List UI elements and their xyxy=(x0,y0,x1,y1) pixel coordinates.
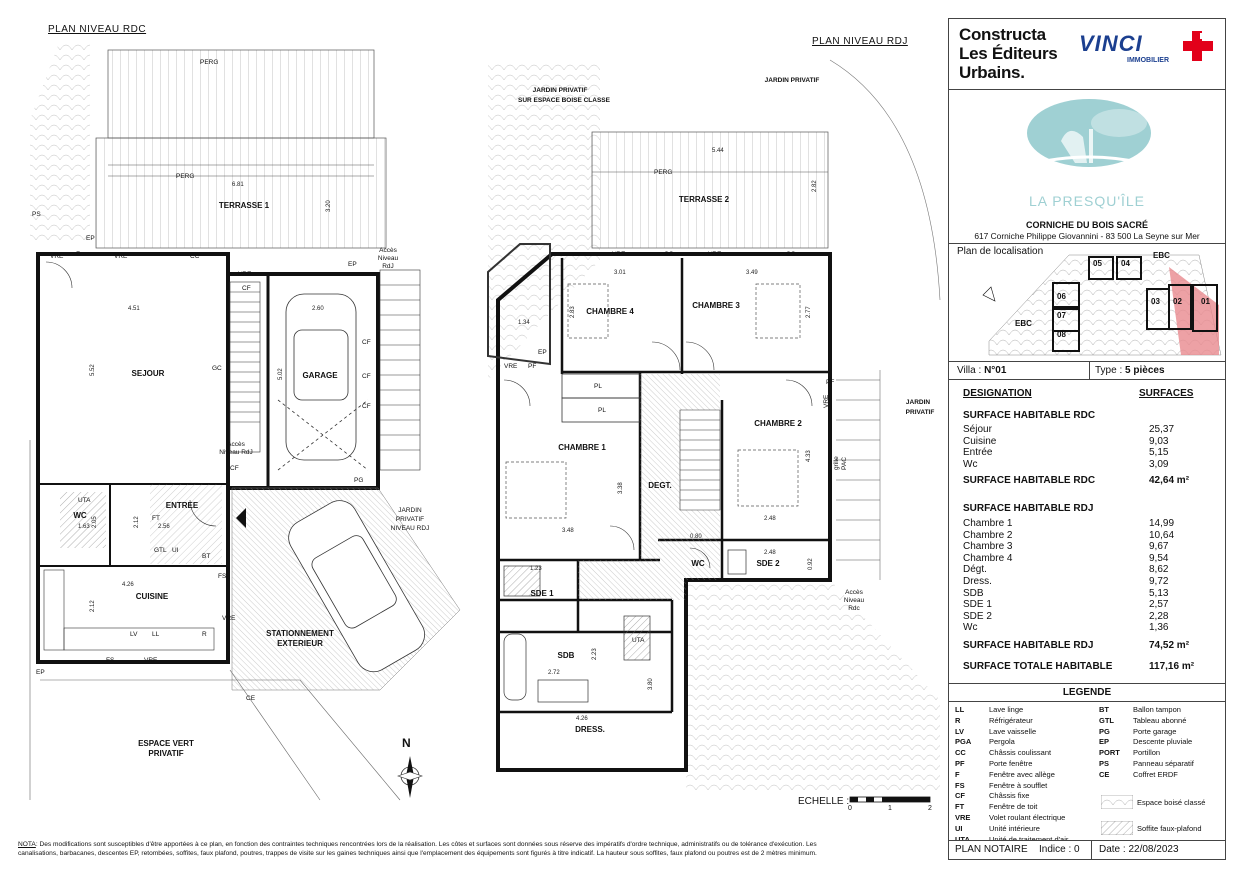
rdc-dimension: 6.81 xyxy=(232,182,244,188)
rdj-label: VRE xyxy=(708,251,722,258)
rdc-acces-label: Accès xyxy=(227,441,245,448)
rdc-label: UI xyxy=(172,547,179,554)
note-block xyxy=(18,840,946,858)
legend-code: PS xyxy=(1099,759,1110,768)
note-line2: canalisations, barbacanes, descentes EP, retombées, soffites, faux plafond, poutres, trappes de visite sur les gaines techniques ainsi que l'emplacement des équipements sont figurés à titre indicatif. La hauteur sous soffites, faux plafond ou poutres est de 2 mètres minimum. xyxy=(18,850,817,857)
rdc-acces-label: Accès xyxy=(379,247,397,254)
rdc-label: VRE xyxy=(222,615,236,622)
rdc-total-row xyxy=(963,475,1213,486)
lot-label: 08 xyxy=(1057,330,1066,339)
type-value: 5 pièces xyxy=(1125,365,1165,376)
rdc-label: CC xyxy=(190,253,200,260)
surface-value: 9,54 xyxy=(1149,552,1169,564)
rdj-room-label: WC xyxy=(691,559,705,568)
legend-item xyxy=(955,705,1023,714)
rdj-dimension: 4.26 xyxy=(576,716,588,722)
rdc-room-label: ESPACE VERT xyxy=(138,739,194,748)
legend-code: CC xyxy=(955,748,966,758)
vinci-immobilier: IMMOBILIER xyxy=(1127,57,1169,64)
legend-code: UI xyxy=(955,823,963,833)
rdc-label: FS xyxy=(218,573,227,580)
legend-code: FT xyxy=(955,802,965,812)
rdc-label: PG xyxy=(354,477,364,484)
rdj-room-label: SDE 1 xyxy=(530,589,554,598)
scale-tick: 0 xyxy=(848,805,852,812)
rdj-surface-row xyxy=(963,564,1213,575)
legend-code: VRE xyxy=(955,813,971,822)
rdc-label: CF xyxy=(362,339,371,346)
legend-item xyxy=(955,727,1036,736)
rdc-label: GC xyxy=(212,365,222,372)
rdj-label: PF xyxy=(528,363,537,370)
rdj-jardin: PRIVATIF xyxy=(905,409,935,416)
surface-value: 14,99 xyxy=(1149,518,1175,529)
surface-value: 1,36 xyxy=(1149,622,1169,634)
col-surfaces: SURFACES xyxy=(1139,388,1194,399)
rdc-label: FT xyxy=(152,515,160,522)
rdj-surface-row xyxy=(963,541,1213,552)
lot-label: EBC xyxy=(1015,319,1032,328)
rdc-acces-label: RdJ xyxy=(382,263,394,270)
rdj-room-label: CHAMBRE 4 xyxy=(586,307,634,316)
legend-text: Portillon xyxy=(1133,748,1161,758)
rdj-surface-row xyxy=(963,588,1213,599)
rdj-floor-plan xyxy=(480,0,948,820)
legend-code: FS xyxy=(955,780,965,790)
rdc-acces-label: Niveau xyxy=(377,255,399,262)
rdj-label: PL xyxy=(598,407,606,414)
rdc-label: FS xyxy=(106,657,115,664)
legend-item xyxy=(1099,748,1160,757)
grand-total-value: 117,16 m² xyxy=(1149,661,1195,672)
legend-text: Unité intérieure xyxy=(989,823,1040,833)
surface-value: 9,67 xyxy=(1149,541,1169,553)
surface-name: Wc xyxy=(963,622,978,634)
rdj-surface-row xyxy=(963,599,1213,610)
surface-name: SDB xyxy=(963,587,984,599)
rdj-total-value: 74,52 m² xyxy=(1149,640,1190,651)
legend-item xyxy=(955,824,1040,833)
legend-item xyxy=(1099,770,1178,779)
surface-name: SDE 1 xyxy=(963,599,992,611)
swatch-soffite-label: Soffite faux-plafond xyxy=(1137,824,1202,833)
rdc-dimension: 4.26 xyxy=(122,582,134,588)
rdj-dimension: 3.80 xyxy=(648,678,654,690)
rdj-label: PF xyxy=(826,379,835,386)
legend-text: Châssis fixe xyxy=(989,791,1030,801)
rdc-jardin-label: PRIVATIF xyxy=(395,516,425,523)
note-prefix: NOTA xyxy=(18,841,36,848)
rdj-surface-row xyxy=(963,530,1213,541)
rdc-section-head: SURFACE HABITABLE RDC xyxy=(963,410,1096,421)
rdj-dimension: 3.38 xyxy=(618,482,624,494)
surface-name: Séjour xyxy=(963,424,992,435)
rdc-label: VRE xyxy=(144,657,158,664)
rdc-dimension: 2.56 xyxy=(158,524,170,530)
rdc-surface-row xyxy=(963,436,1213,447)
constructa-line: Les Éditeurs xyxy=(959,44,1058,63)
rdj-dimension: 1.34 xyxy=(518,320,530,326)
surface-name: Dégt. xyxy=(963,564,987,576)
rdj-dimension: 2.48 xyxy=(764,550,776,556)
legend-code: R xyxy=(955,715,961,725)
surface-value: 5,13 xyxy=(1149,587,1169,599)
la-presquile-logo xyxy=(1009,93,1169,203)
legend-text: Coffret ERDF xyxy=(1133,769,1178,779)
rdj-room-label: CHAMBRE 1 xyxy=(558,443,606,452)
rdc-jardin-label: NIVEAU RDJ xyxy=(390,525,430,532)
swatch-ebc-label: Espace boisé classé xyxy=(1137,798,1206,807)
rdc-surface-row xyxy=(963,447,1213,458)
surface-value: 3,09 xyxy=(1149,458,1169,470)
rdc-label: PS xyxy=(32,211,41,218)
surface-name: Wc xyxy=(963,458,978,470)
rdj-label: VRE xyxy=(504,363,518,370)
project-name: LA PRESQU'ÎLE xyxy=(1028,193,1146,209)
lot-label: EBC xyxy=(1153,251,1170,260)
legend-text: Châssis coulissant xyxy=(989,748,1052,758)
title-block xyxy=(948,18,1226,860)
villa-label-text: Villa : xyxy=(957,365,982,376)
note-line1: : Des modifications sont susceptibles d'être apportées à ce plan, en fonction des contraintes techniques rencontrées lors de la réalisation. Les côtes et surfaces sont données sous réserve des impératifs d'ordre technique, administratifs ou de tolérance d'exécution. Les xyxy=(35,841,817,848)
rdc-room-label: GARAGE xyxy=(302,371,338,380)
rdc-dimension: 1.63 xyxy=(78,524,90,530)
rdc-room-label: EXTERIEUR xyxy=(277,639,323,648)
grand-total-row xyxy=(963,661,1213,672)
legend-code: PG xyxy=(1099,726,1110,736)
surface-value: 10,64 xyxy=(1149,529,1175,541)
rdc-dimension: 5.02 xyxy=(278,368,284,380)
surface-name: Chambre 2 xyxy=(963,529,1013,541)
rdc-surface-row xyxy=(963,424,1213,435)
legend-item xyxy=(1099,737,1192,746)
rdc-label: LL xyxy=(152,631,160,638)
rdj-section-head: SURFACE HABITABLE RDJ xyxy=(963,503,1094,514)
legend-code: EP xyxy=(1099,737,1110,747)
legend-code: PF xyxy=(955,759,965,768)
scale-bar xyxy=(848,796,938,816)
rdj-total-row xyxy=(963,640,1213,651)
rdc-dimension: 2.05 xyxy=(92,516,98,528)
rdc-label: PERG xyxy=(200,59,219,66)
villa-label xyxy=(957,365,1006,376)
legend-code: LV xyxy=(955,726,965,736)
rdc-room-label: CUISINE xyxy=(135,592,169,601)
rdj-jardin-boise: SUR ESPACE BOISE CLASSE xyxy=(518,97,610,104)
legend-item xyxy=(955,781,1047,790)
legend-item xyxy=(955,791,1029,800)
rdc-dimension: 2.12 xyxy=(134,516,140,528)
rdc-room-label: WC xyxy=(73,511,87,520)
surface-name: Entrée xyxy=(963,447,993,459)
constructa-logo xyxy=(959,25,1057,82)
scale-label: ECHELLE : xyxy=(798,796,850,807)
swatch-ebc xyxy=(1101,795,1133,809)
footer-plan: PLAN NOTAIRE xyxy=(955,844,1028,855)
legend-code: CF xyxy=(955,791,965,801)
rdj-dimension: 0.80 xyxy=(690,534,702,540)
rdj-dimension: 2.72 xyxy=(548,670,560,676)
surface-name: Cuisine xyxy=(963,435,997,447)
rdj-dimension: 2.82 xyxy=(812,180,818,192)
rdj-dimension: 1.23 xyxy=(530,566,542,572)
vinci-cross-icon xyxy=(1181,29,1215,63)
rdj-dimension: 2.77 xyxy=(806,306,812,318)
legend-text: Panneau séparatif xyxy=(1133,759,1194,768)
rdj-dimension: 2.48 xyxy=(764,516,776,522)
rdc-label: BT xyxy=(202,553,211,560)
legend-code: PGA xyxy=(955,737,972,747)
lot-label: 07 xyxy=(1057,311,1066,320)
surface-name: Chambre 4 xyxy=(963,552,1013,564)
legend-text: Fenêtre avec allège xyxy=(989,769,1055,779)
rdj-jardin: JARDIN PRIVATIF xyxy=(764,77,820,84)
rdj-dimension: 3.49 xyxy=(746,270,758,276)
legend-text: Réfrigérateur xyxy=(989,715,1033,725)
lot-label: 04 xyxy=(1121,259,1130,268)
type-label xyxy=(1095,365,1165,376)
footer-bar xyxy=(948,840,1226,860)
legend-item xyxy=(955,770,1055,779)
rdc-label: VRE xyxy=(114,253,128,260)
rdj-dimension: 4.33 xyxy=(806,450,812,462)
rdj-acces: Rdc xyxy=(848,605,860,612)
legend-text: Lave linge xyxy=(989,705,1024,714)
constructa-line: Constructa xyxy=(959,25,1046,44)
legend-text: Pergola xyxy=(989,737,1015,747)
rdj-label: UTA xyxy=(632,637,645,644)
lot-label: 03 xyxy=(1151,297,1160,306)
legend-item xyxy=(955,748,1051,757)
location-title: Plan de localisation xyxy=(957,246,1044,257)
rdj-dimension: 2.83 xyxy=(570,306,576,318)
legend-text: Ballon tampon xyxy=(1133,705,1181,714)
rdc-total-label: SURFACE HABITABLE RDC xyxy=(963,475,1096,486)
type-label-text: Type : xyxy=(1095,365,1123,376)
legend-item xyxy=(1099,759,1194,768)
vinci-wordmark: VINCI xyxy=(1079,31,1143,56)
surface-name: SDE 2 xyxy=(963,610,992,622)
rdc-plan-title: PLAN NIVEAU RDC xyxy=(48,24,147,35)
rdc-label: CF xyxy=(362,373,371,380)
villa-number: N°01 xyxy=(984,365,1007,376)
rdc-label: LV xyxy=(130,631,138,638)
rdj-surface-row xyxy=(963,518,1213,529)
surface-value: 2,57 xyxy=(1149,599,1169,611)
rdc-label: VRE xyxy=(50,253,64,260)
rdc-label: R xyxy=(202,631,207,638)
rdj-acces: Niveau xyxy=(843,597,865,604)
legend-item xyxy=(955,737,1015,746)
rdc-room-label: SEJOUR xyxy=(131,369,165,378)
legend-code: LL xyxy=(955,705,965,714)
surface-value: 2,28 xyxy=(1149,610,1169,622)
rdc-dimension: 4.51 xyxy=(128,306,140,312)
rdc-dimension: 2.60 xyxy=(312,306,324,312)
lot-label: 02 xyxy=(1173,297,1182,306)
rdc-label: UTA xyxy=(78,497,91,504)
legend-text: Lave vaisselle xyxy=(989,726,1037,736)
rdc-label: EP xyxy=(86,235,95,242)
rdj-room-label: CHAMBRE 2 xyxy=(754,419,802,428)
legend-text: Descente pluviale xyxy=(1133,737,1193,747)
surface-name: Dress. xyxy=(963,576,992,587)
rdj-surface-row xyxy=(963,611,1213,622)
rdc-label: F xyxy=(76,251,80,258)
grand-total-label: SURFACE TOTALE HABITABLE xyxy=(963,661,1113,672)
rdc-dimension: 2.12 xyxy=(90,600,96,612)
surface-value: 8,62 xyxy=(1149,564,1169,576)
rdj-label: VRE xyxy=(612,251,626,258)
address-line1: CORNICHE DU BOIS SACRÉ xyxy=(1025,220,1148,230)
rdc-label: CF xyxy=(362,403,371,410)
rdj-room-label: DRESS. xyxy=(575,725,605,734)
surface-name: Chambre 3 xyxy=(963,541,1013,553)
col-designation: DESIGNATION xyxy=(963,388,1032,399)
rdc-jardin-label: JARDIN xyxy=(398,507,422,514)
rdc-label: CE xyxy=(246,695,256,702)
legend-text: Fenêtre de toit xyxy=(989,802,1038,812)
legend-item xyxy=(955,716,1033,725)
legend-item xyxy=(955,759,1032,768)
rdj-dimension: 0.92 xyxy=(808,558,814,570)
rdc-label: PERG xyxy=(176,173,195,180)
north-label: N xyxy=(402,736,411,750)
rdc-acces-label: Niveau RdJ xyxy=(219,449,253,456)
rdj-dimension: 2.23 xyxy=(592,648,598,660)
rdj-surface-row xyxy=(963,622,1213,633)
legend-text: Volet roulant électrique xyxy=(989,813,1066,822)
rdc-room-label: STATIONNEMENT xyxy=(266,629,334,638)
rdc-label: GTL xyxy=(154,547,167,554)
location-map xyxy=(949,245,1225,359)
rdj-jardin: JARDIN xyxy=(905,399,931,406)
lot-label: 06 xyxy=(1057,292,1066,301)
footer-date: Date : 22/08/2023 xyxy=(1099,844,1179,855)
scale-tick: 2 xyxy=(928,805,932,812)
surface-value: 9,03 xyxy=(1149,435,1169,447)
rdj-label: CC xyxy=(786,251,796,258)
legend-text: Tableau abonné xyxy=(1133,715,1187,725)
rdj-surface-row xyxy=(963,576,1213,587)
rdc-dimension: 3.20 xyxy=(326,200,332,212)
surface-value: 25,37 xyxy=(1149,424,1175,435)
rdc-room-label: TERRASSE 1 xyxy=(218,201,270,210)
address-line2: 617 Corniche Philippe Giovannini - 83 500 La Seyne sur Mer xyxy=(974,231,1200,241)
legend-item xyxy=(1099,716,1186,725)
rdc-total-value: 42,64 m² xyxy=(1149,475,1190,486)
rdj-label: CC xyxy=(664,251,674,258)
legend-text: Porte garage xyxy=(1133,726,1177,736)
rdj-room-label: TERRASSE 2 xyxy=(678,195,730,204)
lot-label: 01 xyxy=(1201,297,1210,306)
footer-indice: Indice : 0 xyxy=(1039,844,1080,855)
scale-tick: 1 xyxy=(888,805,892,812)
legend-code: GTL xyxy=(1099,715,1114,725)
swatch-soffite xyxy=(1101,821,1133,835)
legend-code: CE xyxy=(1099,769,1110,779)
legend-item xyxy=(1099,727,1176,736)
rdj-acces: Accès xyxy=(845,589,863,596)
rdc-room-label: ENTREE xyxy=(165,501,199,510)
rdc-floor-plan xyxy=(0,0,480,820)
north-arrow-icon xyxy=(394,752,426,802)
rdj-surface-row xyxy=(963,553,1213,564)
rdj-total-label: SURFACE HABITABLE RDJ xyxy=(963,640,1094,651)
legend-text: Porte fenêtre xyxy=(989,759,1033,768)
legend-text: Fenêtre à soufflet xyxy=(989,780,1048,790)
rdj-room-label: CHAMBRE 3 xyxy=(692,301,740,310)
rdc-label: EP xyxy=(36,669,45,676)
rdj-room-label: SDB xyxy=(557,651,575,660)
legend-code: BT xyxy=(1099,705,1109,714)
rdj-room-label: DEGT. xyxy=(648,481,672,490)
rdj-dimension: 3.01 xyxy=(614,270,626,276)
rdj-jardin-boise: JARDIN PRIVATIF xyxy=(532,87,588,94)
legend-item xyxy=(955,802,1037,811)
legend-title: LEGENDE xyxy=(1062,687,1112,698)
legend-code: F xyxy=(955,769,960,779)
legend-item xyxy=(1099,705,1181,714)
surface-value: 5,15 xyxy=(1149,447,1169,459)
rdj-room-label: SDE 2 xyxy=(756,559,780,568)
rdj-dimension: 5.44 xyxy=(712,148,724,154)
rdc-room-label: PRIVATIF xyxy=(148,749,184,758)
legend-code: PORT xyxy=(1099,748,1120,758)
rdj-label: VRE xyxy=(823,394,830,408)
rdj-label: PL xyxy=(594,383,602,390)
rdj-label: PERG xyxy=(654,169,673,176)
rdj-label: EP xyxy=(538,349,547,356)
rdc-label: CF xyxy=(230,465,239,472)
rdc-label: CF xyxy=(242,285,251,292)
rdc-label: EP xyxy=(348,261,357,268)
rdj-label: PAC xyxy=(841,457,848,470)
rdj-plan-title: PLAN NIVEAU RDJ xyxy=(812,36,908,47)
rdj-dimension: 3.48 xyxy=(562,528,574,534)
rdc-surface-row xyxy=(963,459,1213,470)
surface-value: 9,72 xyxy=(1149,576,1169,587)
legend-item xyxy=(955,813,1065,822)
lot-label: 05 xyxy=(1093,259,1102,268)
rdc-dimension: 5.52 xyxy=(90,364,96,376)
constructa-line: Urbains. xyxy=(959,63,1025,82)
rdj-label: grille xyxy=(833,456,840,470)
surface-name: Chambre 1 xyxy=(963,518,1013,529)
rdc-label: VRE xyxy=(238,271,252,278)
